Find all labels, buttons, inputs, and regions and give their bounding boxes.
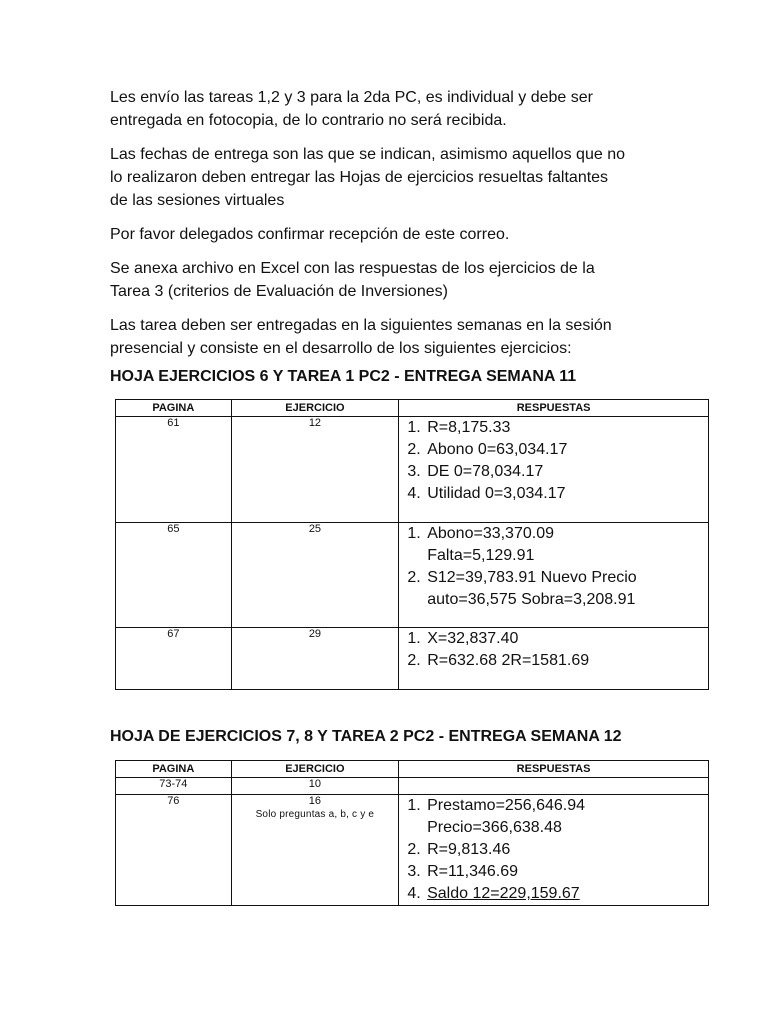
respuestas-cell xyxy=(399,778,709,795)
pagina-cell: 67 xyxy=(116,628,232,690)
pagina-cell: 76 xyxy=(116,795,232,906)
section-1-table xyxy=(115,399,709,690)
intro-line: de las sesiones virtuales xyxy=(110,192,285,209)
intro-line: presencial y consiste en el desarrollo de los siguientes ejercicios: xyxy=(110,340,572,357)
intro-line: Se anexa archivo en Excel con las respuestas de los ejercicios de la xyxy=(110,260,595,277)
pagina-cell: 61 xyxy=(116,417,232,523)
ejercicio-note: Solo preguntas a, b, c y e xyxy=(255,809,375,820)
respuestas-cell xyxy=(399,628,709,690)
ejercicio-cell: 29 xyxy=(231,628,399,690)
answer-item: 2. Abono 0=63,034.17 xyxy=(425,439,708,461)
column-header-ejercicio: EJERCICIO xyxy=(231,400,399,417)
intro-line: entregada en fotocopia, de lo contrario no será recibida. xyxy=(110,112,507,129)
answer-list xyxy=(399,628,708,672)
section-2-table xyxy=(115,760,709,906)
intro-line: lo realizaron deben entregar las Hojas de ejercicios resueltas faltantes xyxy=(110,169,609,186)
intro-line: Tarea 3 (criterios de Evaluación de Inversiones) xyxy=(110,283,448,300)
respuestas-cell xyxy=(399,795,709,906)
answer-item: 2. R=9,813.46 xyxy=(425,839,708,861)
answer-item: 4. Saldo 12=229,159.67 xyxy=(425,883,708,905)
table-row xyxy=(116,523,709,628)
respuestas-cell xyxy=(399,417,709,523)
column-header-pagina: PAGINA xyxy=(116,400,232,417)
answer-item: 4. Utilidad 0=3,034.17 xyxy=(425,483,708,505)
answer-item: 1. R=8,175.33 xyxy=(425,417,708,439)
answer-item: 3. DE 0=78,034.17 xyxy=(425,461,708,483)
pagina-cell: 65 xyxy=(116,523,232,628)
intro-line: Por favor delegados confirmar recepción de este correo. xyxy=(110,226,510,243)
table-header-row xyxy=(116,761,709,778)
intro-paragraph-4 xyxy=(110,257,710,303)
table-row xyxy=(116,778,709,795)
table-header-row xyxy=(116,400,709,417)
ejercicio-cell: 25 xyxy=(231,523,399,628)
answer-item: 3. R=11,346.69 xyxy=(425,861,708,883)
answer-item: 2. R=632.68 2R=1581.69 xyxy=(425,650,708,672)
table-row xyxy=(116,417,709,523)
intro-line: Las tarea deben ser entregadas en la siguientes semanas en la sesión xyxy=(110,317,612,334)
answer-item: 2. S12=39,783.91 Nuevo Precio auto=36,575 Sobra=3,208.91 xyxy=(425,567,694,611)
section-1-heading: HOJA EJERCICIOS 6 Y TAREA 1 PC2 - ENTREGA SEMANA 11 xyxy=(110,368,577,385)
answer-item: 1. Prestamo=256,646.94 Precio=366,638.48 xyxy=(425,795,708,839)
email-body xyxy=(110,86,710,371)
intro-paragraph-3 xyxy=(110,223,710,246)
answer-item: 1. X=32,837.40 xyxy=(425,628,708,650)
answer-item: 1. Abono=33,370.09 Falta=5,129.91 xyxy=(425,523,694,567)
table-row xyxy=(116,628,709,690)
column-header-ejercicio: EJERCICIO xyxy=(231,761,398,778)
answer-list xyxy=(399,523,694,611)
answer-list xyxy=(399,417,708,505)
section-2-heading: HOJA DE EJERCICIOS 7, 8 Y TAREA 2 PC2 - ENTREGA SEMANA 12 xyxy=(110,728,622,745)
intro-paragraph-2 xyxy=(110,143,710,212)
table-row xyxy=(116,795,709,906)
ejercicio-cell xyxy=(231,795,398,906)
ejercicio-cell: 10 xyxy=(231,778,398,795)
intro-paragraph-5 xyxy=(110,314,710,360)
pagina-cell: 73-74 xyxy=(116,778,232,795)
answer-list xyxy=(399,795,708,905)
intro-paragraph-1 xyxy=(110,86,710,132)
ejercicio-number: 16 xyxy=(308,795,321,807)
column-header-respuestas: RESPUESTAS xyxy=(399,400,709,417)
intro-line: Les envío las tareas 1,2 y 3 para la 2da PC, es individual y debe ser xyxy=(110,89,593,106)
respuestas-cell xyxy=(399,523,709,628)
ejercicio-cell: 12 xyxy=(231,417,399,523)
intro-line: Las fechas de entrega son las que se indican, asimismo aquellos que no xyxy=(110,146,625,163)
column-header-pagina: PAGINA xyxy=(116,761,232,778)
column-header-respuestas: RESPUESTAS xyxy=(399,761,709,778)
